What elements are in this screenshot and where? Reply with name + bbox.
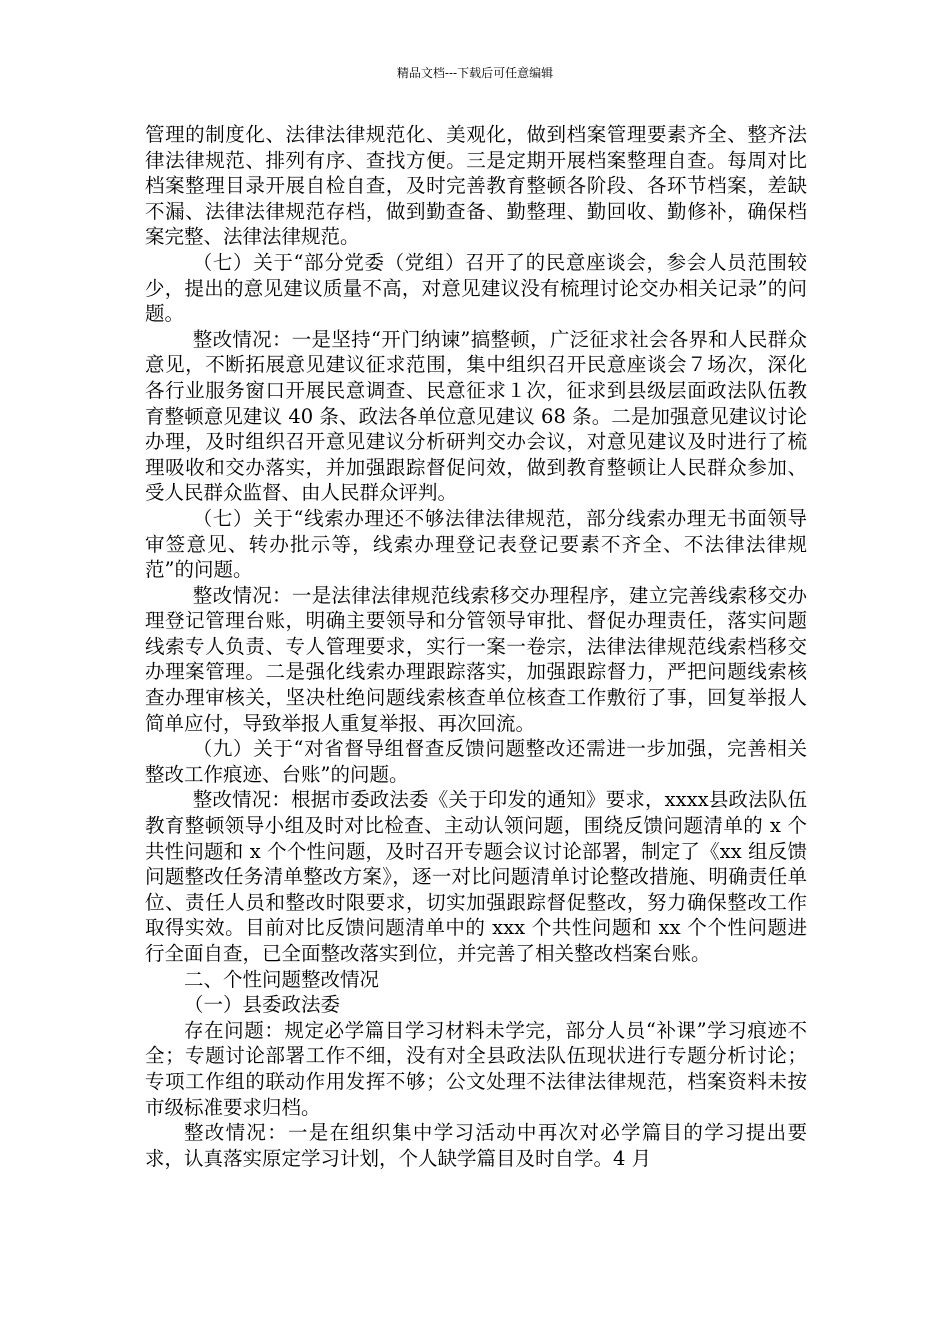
document-body [145, 122, 807, 1171]
paragraph-issue-7-opinion-meetings: （七）关于“部分党委（党组）召开了的民意座谈会，参会人员范围较少，提出的意见建议质量不高，对意见建议没有梳理讨论交办相关记录”的问题。 [145, 250, 807, 326]
subsection-heading-county-committee: （一）县委政法委 [184, 993, 341, 1017]
paragraph-rectification-study: 整改情况：一是在组织集中学习活动中再次对必学篇目的学习提出要求，认真落实原定学习计划，个人缺学篇目及时自学。4 月 [145, 1121, 807, 1170]
paragraph-archive-management: 管理的制度化、法律法律规范化、美观化，做到档案管理要素齐全、整齐法律法律规范、排列有序、查找方便。三是定期开展档案整理自查。每周对比档案整理目录开展自检自查，及时完善教育整顿各阶段、各环节档案，差缺不漏、法律法律规范存档，做到勤查备、勤整理、勤回收、勤修补，确保档案完整、法律法律规范。 [145, 123, 807, 249]
paragraph-issue-7-clue-handling: （七）关于“线索办理还不够法律法律规范，部分线索办理无书面领导审签意见、转办批示等，线索办理登记表登记要素不齐全、不法律法律规范”的问题。 [145, 506, 807, 582]
paragraph-rectification-supervision: 整改情况：根据市委政法委《关于印发的通知》要求，xxxx县政法队伍教育整顿领导小组及时对比检查、主动认领问题，围绕反馈问题清单的 x 个共性问题和 x 个个性问题，及时召开专题会议讨论部署，制定了《xx 组反馈问题整改任务清单整改方案》，逐一对比问题清单讨论整改措施、明确责任单位、责任人员和整改时限要求，切实加强跟踪督促整改，努力确保整改工作取得实效。目前对比反馈问题清单中的 xxx 个共性问题和 xx 个个性问题进行全面自查，已全面整改落实到位，并完善了相关整改档案台账。 [145, 788, 807, 965]
paragraph-existing-problems: 存在问题：规定必学篇目学习材料未学完，部分人员“补课”学习痕迹不全；专题讨论部署工作不细，没有对全县政法队伍现状进行专题分析讨论；专项工作组的联动作用发挥不够；公文处理不法律法律规范，档案资料未按市级标准要求归档。 [145, 1018, 807, 1119]
paragraph-issue-9-supervision: （九）关于“对省督导组督查反馈问题整改还需进一步加强，完善相关整改工作痕迹、台账”的问题。 [145, 737, 807, 786]
paragraph-rectification-opinions: 整改情况：一是坚持“开门纳谏”搞整顿，广泛征求社会各界和人民群众意见，不断拓展意见建议征求范围，集中组织召开民意座谈会７场次，深化各行业服务窗口开展民意调查、民意征求１次，征求到县级层面政法队伍教育整顿意见建议 40 条、政法各单位意见建议 68 条。二是加强意见建议讨论办理，及时组织召开意见建议分析研判交办会议，对意见建议及时进行了梳理吸收和交办落实，并加强跟踪督促问效，做到教育整顿让人民群众参加、受人民群众监督、由人民群众评判。 [145, 327, 807, 505]
paragraph-rectification-clues: 整改情况：一是法律法律规范线索移交办理程序，建立完善线索移交办理登记管理台账，明确主要领导和分管领导审批、督促办理责任，落实问题线索专人负责、专人管理要求，实行一案一卷宗，法律法律规范线索档移交办理案管理。二是强化线索办理跟踪落实，加强跟踪督力，严把问题线索核查办理审核关，坚决杜绝问题线索核查单位核查工作敷衍了事，回复举报人简单应付，导致举报人重复举报、再次回流。 [145, 583, 807, 735]
page-header: 精品文档---下载后可任意编辑 [396, 66, 554, 80]
section-heading-individual-issues: 二、个性问题整改情况 [184, 967, 380, 991]
